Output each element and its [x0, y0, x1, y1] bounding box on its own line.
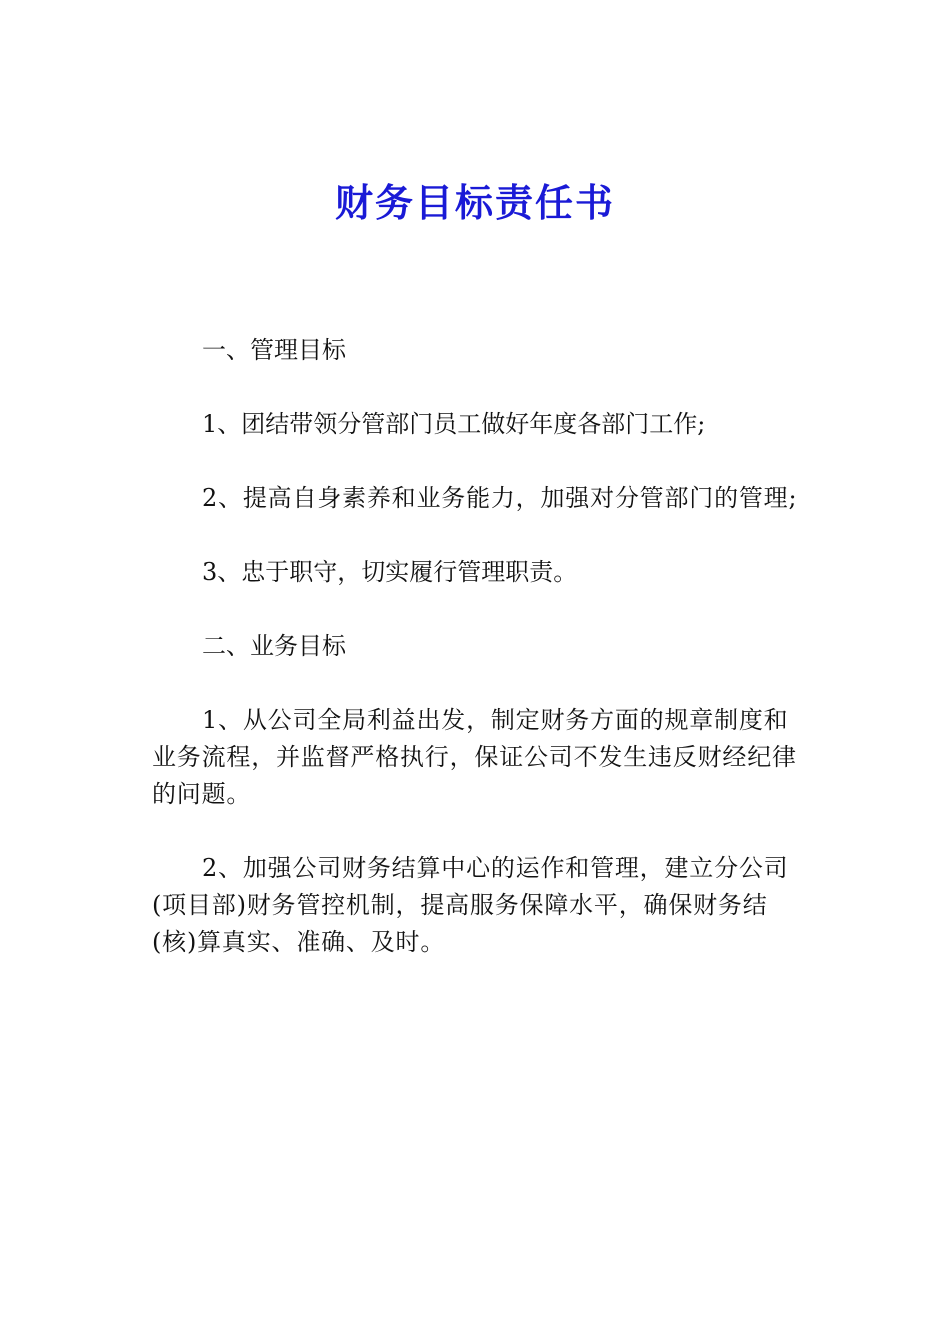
document-body	[152, 332, 804, 998]
document-title: 财务目标责任书	[334, 180, 615, 225]
section-heading-management: 一、管理目标	[202, 336, 346, 364]
section-heading-business: 二、业务目标	[202, 632, 346, 660]
paragraph-business-2: 2、加强公司财务结算中心的运作和管理，建立分公司(项目部)财务管控机制，提高服务保障水平，确保财务结(核)算真实、准确、及时。	[152, 854, 789, 956]
paragraph-business-1: 1、从公司全局利益出发，制定财务方面的规章制度和业务流程，并监督严格执行，保证公司不发生违反财经纪律的问题。	[152, 706, 797, 808]
paragraph-management-3: 3、忠于职守，切实履行管理职责。	[202, 558, 578, 586]
paragraph-management-2: 2、提高自身素养和业务能力，加强对分管部门的管理;	[202, 484, 798, 512]
paragraph-management-1: 1、团结带领分管部门员工做好年度各部门工作;	[202, 410, 706, 438]
